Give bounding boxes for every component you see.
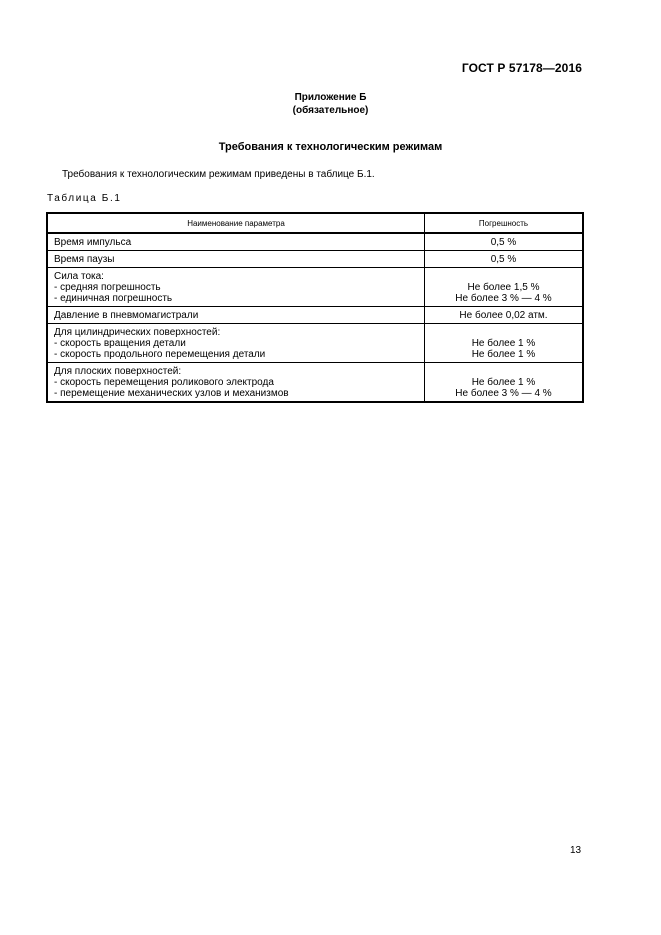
cell-line: Для цилиндрических поверхностей:: [54, 327, 221, 338]
cell-line: [429, 327, 578, 338]
cell-line: Не более 0,02 атм.: [459, 310, 548, 321]
cell-line: 0,5 %: [490, 237, 517, 248]
cell-line: - скорость вращения детали: [54, 338, 186, 349]
cell-line: Не более 1 %: [471, 377, 536, 388]
appendix-status: (обязательное): [292, 105, 369, 116]
cell-line: Время паузы: [54, 254, 115, 265]
table-row: [47, 363, 583, 403]
row-parameter-name: [47, 307, 425, 324]
row-tolerance: [425, 233, 584, 251]
appendix-title: Приложение Б: [294, 92, 367, 103]
cell-line: - перемещение механических узлов и механизмов: [54, 388, 289, 399]
cell-line: Не более 1 %: [471, 338, 536, 349]
row-tolerance: [425, 268, 584, 307]
cell-line: Не более 3 % — 4 %: [455, 388, 552, 399]
cell-line: Давление в пневмомагистрали: [54, 310, 199, 321]
cell-line: 0,5 %: [490, 254, 517, 265]
row-parameter-name: [47, 268, 425, 307]
table-row: [47, 324, 583, 363]
document-code: ГОСТ Р 57178—2016: [461, 61, 582, 75]
table-row: [47, 307, 583, 324]
cell-line: Не более 1 %: [471, 349, 536, 360]
row-tolerance: [425, 251, 584, 268]
cell-line: - единичная погрешность: [54, 293, 173, 304]
cell-line: [429, 366, 578, 377]
row-parameter-name: [47, 324, 425, 363]
appendix-heading: [0, 91, 661, 117]
header-tolerance: Погрешность: [425, 213, 584, 233]
page-number: 13: [570, 845, 582, 856]
cell-line: - скорость перемещения роликового электрода: [54, 377, 274, 388]
row-tolerance: [425, 324, 584, 363]
cell-line: Не более 3 % — 4 %: [455, 293, 552, 304]
row-parameter-name: [47, 363, 425, 403]
cell-line: Для плоских поверхностей:: [54, 366, 182, 377]
parameters-table: [46, 212, 584, 403]
cell-line: [429, 271, 578, 282]
cell-line: Не более 1,5 %: [467, 282, 540, 293]
cell-line: - скорость продольного перемещения детали: [54, 349, 266, 360]
intro-paragraph: Требования к технологическим режимам приведены в таблице Б.1.: [62, 169, 375, 180]
cell-line: Время импульса: [54, 237, 132, 248]
cell-line: - средняя погрешность: [54, 282, 161, 293]
table-row: [47, 251, 583, 268]
header-parameter-name: Наименование параметра: [47, 213, 425, 233]
table-label: Таблица Б.1: [47, 193, 122, 204]
table-header-row: [47, 213, 583, 233]
cell-line: Сила тока:: [54, 271, 104, 282]
row-parameter-name: [47, 251, 425, 268]
table-row: [47, 233, 583, 251]
section-title: Требования к технологическим режимам: [218, 141, 443, 153]
table-row: [47, 268, 583, 307]
row-tolerance: [425, 363, 584, 403]
row-tolerance: [425, 307, 584, 324]
row-parameter-name: [47, 233, 425, 251]
